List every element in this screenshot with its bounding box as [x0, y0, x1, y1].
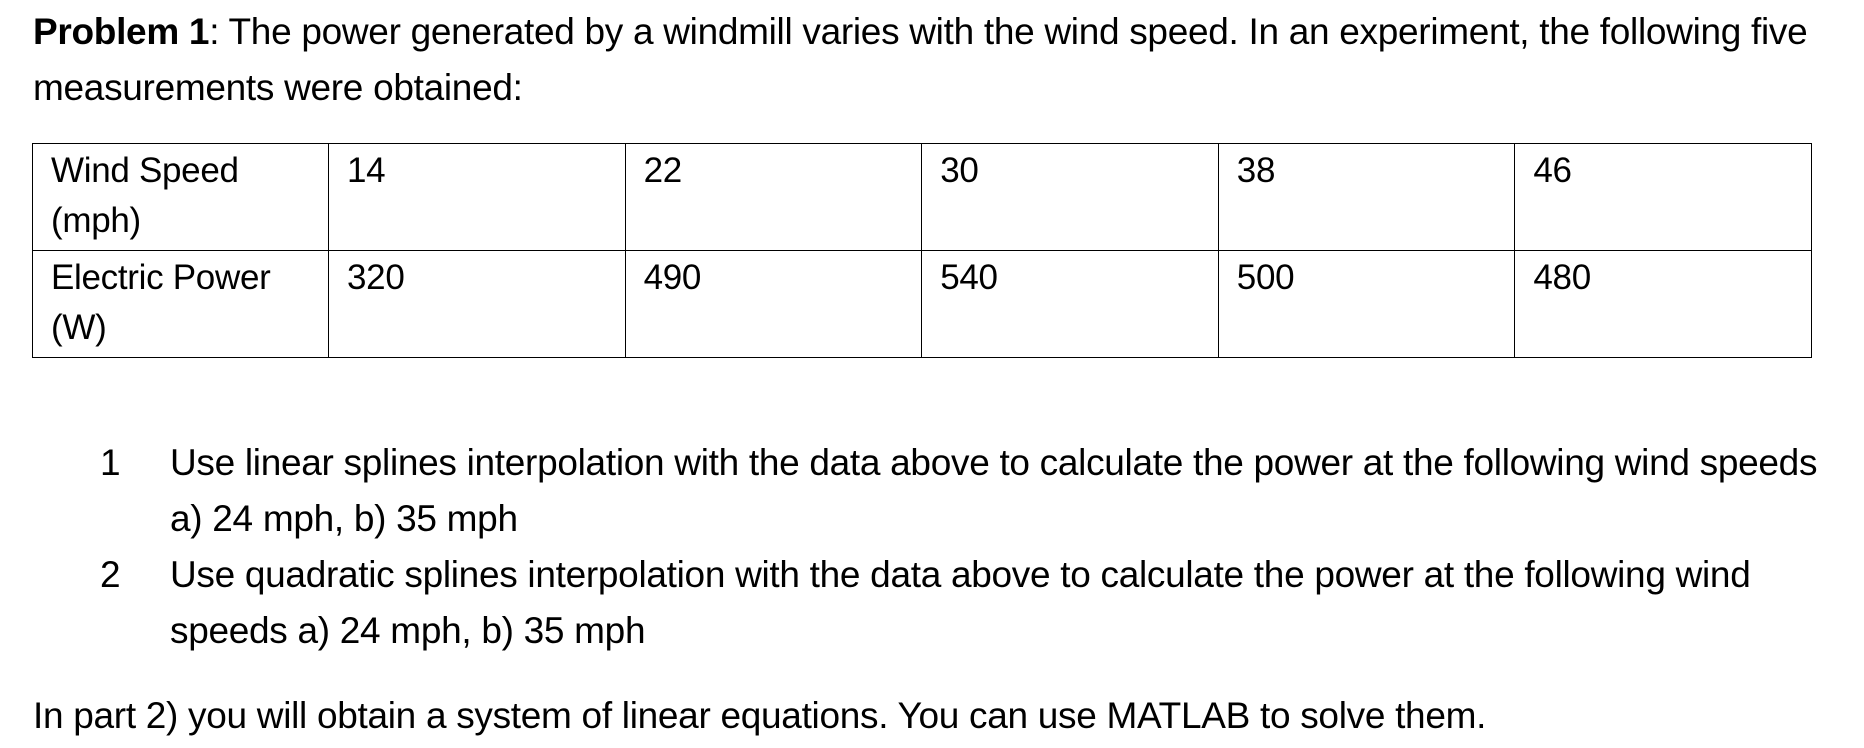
table-cell: 46 [1515, 144, 1812, 251]
table-cell: 490 [625, 251, 922, 358]
list-item [0, 435, 1864, 547]
task-number: 1 [100, 442, 121, 483]
row-header-electric-power: Electric Power (W) [33, 251, 329, 358]
measurements-table [32, 143, 1812, 358]
problem-label: Problem 1 [33, 11, 210, 52]
table-cell: 480 [1515, 251, 1812, 358]
table-row [33, 251, 1812, 358]
table-cell: 14 [329, 144, 626, 251]
table-cell: 540 [922, 251, 1219, 358]
row-header-wind-speed: Wind Speed (mph) [33, 144, 329, 251]
task-number: 2 [100, 554, 121, 595]
table-cell: 320 [329, 251, 626, 358]
footer-note: In part 2) you will obtain a system of linear equations. You can use MATLAB to solve them. [33, 695, 1487, 736]
table-cell: 30 [922, 144, 1219, 251]
problem-statement [33, 4, 1813, 116]
table-cell: 22 [625, 144, 922, 251]
task-text: Use quadratic splines interpolation with the data above to calculate the power at the following wind speeds a) 24 mph, b) 35 mph [170, 554, 1751, 651]
task-list [0, 435, 1864, 659]
table-cell: 38 [1218, 144, 1515, 251]
table-row [33, 144, 1812, 251]
task-text: Use linear splines interpolation with the data above to calculate the power at the following wind speeds a) 24 mph, b) 35 mph [170, 442, 1818, 539]
problem-intro-text: : The power generated by a windmill varies with the wind speed. In an experiment, the following five measurements were obtained: [33, 11, 1808, 108]
list-item [0, 547, 1864, 659]
table-cell: 500 [1218, 251, 1515, 358]
